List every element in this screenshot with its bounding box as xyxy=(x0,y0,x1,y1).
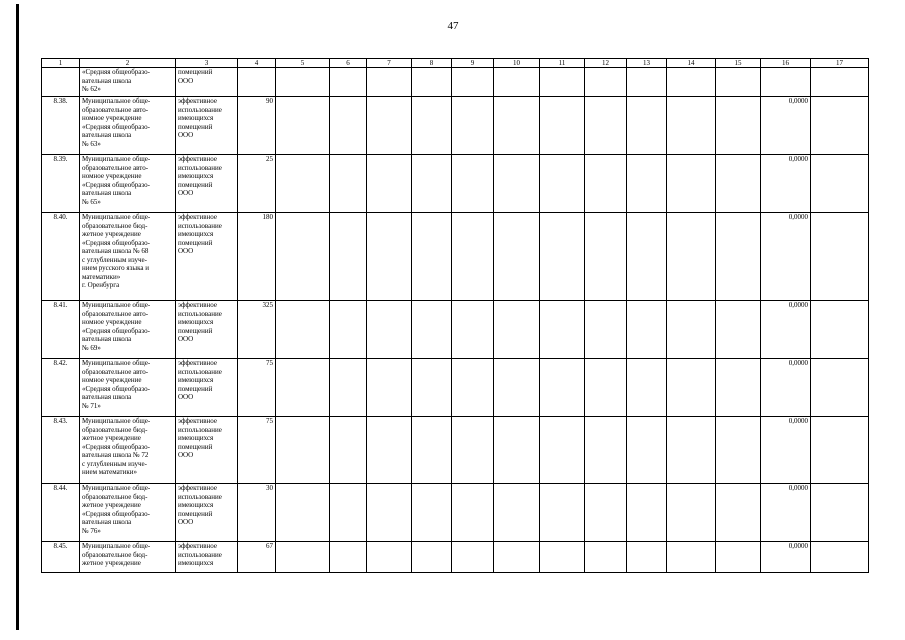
empty-cell xyxy=(494,301,540,359)
amount-cell: 67 xyxy=(238,542,276,573)
empty-cell xyxy=(667,417,716,484)
column-header: 5 xyxy=(276,59,330,68)
value-cell: 0,0000 xyxy=(761,359,811,417)
empty-cell xyxy=(811,417,869,484)
row-code-cell: 8.40. xyxy=(42,213,80,301)
column-header: 15 xyxy=(716,59,761,68)
column-header: 11 xyxy=(540,59,585,68)
empty-cell xyxy=(330,97,367,155)
empty-cell xyxy=(276,542,330,573)
empty-cell xyxy=(585,213,627,301)
row-code-cell: 8.39. xyxy=(42,155,80,213)
empty-cell xyxy=(276,97,330,155)
empty-cell xyxy=(367,155,412,213)
empty-cell xyxy=(452,97,494,155)
indicator-cell: эффективное использование имеющихся xyxy=(176,542,238,573)
indicator-cell: эффективное использование имеющихся помещений ООО xyxy=(176,155,238,213)
empty-cell xyxy=(811,68,869,97)
empty-cell xyxy=(540,484,585,542)
table-row xyxy=(42,359,869,417)
empty-cell xyxy=(627,68,667,97)
indicator-cell: эффективное использование имеющихся помещений ООО xyxy=(176,301,238,359)
column-header: 8 xyxy=(412,59,452,68)
empty-cell xyxy=(367,542,412,573)
empty-cell xyxy=(627,213,667,301)
empty-cell xyxy=(540,155,585,213)
empty-cell xyxy=(716,213,761,301)
empty-cell xyxy=(276,484,330,542)
data-table xyxy=(41,58,869,573)
empty-cell xyxy=(494,68,540,97)
value-cell xyxy=(761,68,811,97)
empty-cell xyxy=(494,155,540,213)
empty-cell xyxy=(367,484,412,542)
empty-cell xyxy=(627,97,667,155)
empty-cell xyxy=(276,301,330,359)
empty-cell xyxy=(452,213,494,301)
column-header: 12 xyxy=(585,59,627,68)
empty-cell xyxy=(716,97,761,155)
institution-name-cell: Муниципальное обще- образовательное авто- номное учреждение «Средняя общеобразо- вательная школа № 63» xyxy=(80,97,176,155)
empty-cell xyxy=(367,359,412,417)
amount-cell: 30 xyxy=(238,484,276,542)
column-header: 1 xyxy=(42,59,80,68)
empty-cell xyxy=(811,542,869,573)
empty-cell xyxy=(585,301,627,359)
empty-cell xyxy=(412,484,452,542)
empty-cell xyxy=(811,359,869,417)
empty-cell xyxy=(716,417,761,484)
column-header: 10 xyxy=(494,59,540,68)
empty-cell xyxy=(330,359,367,417)
column-header: 14 xyxy=(667,59,716,68)
empty-cell xyxy=(276,155,330,213)
empty-cell xyxy=(412,359,452,417)
empty-cell xyxy=(330,155,367,213)
empty-cell xyxy=(452,484,494,542)
empty-cell xyxy=(494,417,540,484)
empty-cell xyxy=(811,301,869,359)
empty-cell xyxy=(494,97,540,155)
row-code-cell: 8.44. xyxy=(42,484,80,542)
column-header: 6 xyxy=(330,59,367,68)
empty-cell xyxy=(585,417,627,484)
empty-cell xyxy=(667,213,716,301)
empty-cell xyxy=(330,301,367,359)
amount-cell: 75 xyxy=(238,417,276,484)
empty-cell xyxy=(367,301,412,359)
empty-cell xyxy=(540,68,585,97)
column-header: 4 xyxy=(238,59,276,68)
empty-cell xyxy=(716,542,761,573)
empty-cell xyxy=(412,213,452,301)
empty-cell xyxy=(585,97,627,155)
amount-cell xyxy=(238,68,276,97)
empty-cell xyxy=(667,542,716,573)
empty-cell xyxy=(330,213,367,301)
page-number: 47 xyxy=(447,20,459,32)
empty-cell xyxy=(540,542,585,573)
column-header: 3 xyxy=(176,59,238,68)
empty-cell xyxy=(667,484,716,542)
empty-cell xyxy=(667,301,716,359)
empty-cell xyxy=(367,213,412,301)
empty-cell xyxy=(585,68,627,97)
column-header: 9 xyxy=(452,59,494,68)
empty-cell xyxy=(330,484,367,542)
institution-name-cell: Муниципальное обще- образовательное бюд- жетное учреждение «Средняя общеобразо- вательная школа № 72 с углубленным изуче- нием математики» xyxy=(80,417,176,484)
empty-cell xyxy=(367,97,412,155)
value-cell: 0,0000 xyxy=(761,213,811,301)
binding-edge xyxy=(16,4,19,630)
empty-cell xyxy=(627,359,667,417)
empty-cell xyxy=(367,417,412,484)
empty-cell xyxy=(627,155,667,213)
column-header: 7 xyxy=(367,59,412,68)
empty-cell xyxy=(412,97,452,155)
institution-name-cell: Муниципальное обще- образовательное авто- номное учреждение «Средняя общеобразо- вательная школа № 71» xyxy=(80,359,176,417)
empty-cell xyxy=(716,301,761,359)
empty-cell xyxy=(667,68,716,97)
row-code-cell: 8.45. xyxy=(42,542,80,573)
empty-cell xyxy=(585,484,627,542)
empty-cell xyxy=(452,155,494,213)
empty-cell xyxy=(330,68,367,97)
empty-cell xyxy=(627,542,667,573)
empty-cell xyxy=(811,484,869,542)
empty-cell xyxy=(540,213,585,301)
empty-cell xyxy=(367,68,412,97)
column-header: 13 xyxy=(627,59,667,68)
empty-cell xyxy=(412,542,452,573)
empty-cell xyxy=(585,542,627,573)
empty-cell xyxy=(811,155,869,213)
empty-cell xyxy=(412,417,452,484)
table-row xyxy=(42,417,869,484)
empty-cell xyxy=(716,68,761,97)
value-cell: 0,0000 xyxy=(761,417,811,484)
institution-name-cell: Муниципальное обще- образовательное бюд- жетное учреждение «Средняя общеобразо- вательная школа № 76» xyxy=(80,484,176,542)
table-row xyxy=(42,97,869,155)
value-cell: 0,0000 xyxy=(761,301,811,359)
empty-cell xyxy=(494,213,540,301)
table-row xyxy=(42,542,869,573)
table-row xyxy=(42,301,869,359)
amount-cell: 75 xyxy=(238,359,276,417)
empty-cell xyxy=(585,155,627,213)
empty-cell xyxy=(585,359,627,417)
table-row xyxy=(42,484,869,542)
table-row xyxy=(42,68,869,97)
empty-cell xyxy=(412,68,452,97)
empty-cell xyxy=(452,301,494,359)
empty-cell xyxy=(330,417,367,484)
empty-cell xyxy=(276,359,330,417)
empty-cell xyxy=(276,213,330,301)
indicator-cell: эффективное использование имеющихся помещений ООО xyxy=(176,213,238,301)
amount-cell: 180 xyxy=(238,213,276,301)
column-header: 16 xyxy=(761,59,811,68)
empty-cell xyxy=(494,484,540,542)
indicator-cell: эффективное использование имеющихся помещений ООО xyxy=(176,359,238,417)
empty-cell xyxy=(330,542,367,573)
empty-cell xyxy=(540,359,585,417)
institution-name-cell: «Средняя общеобразо- вательная школа № 62» xyxy=(80,68,176,97)
header-row xyxy=(42,59,869,68)
row-code-cell: 8.41. xyxy=(42,301,80,359)
empty-cell xyxy=(276,417,330,484)
amount-cell: 325 xyxy=(238,301,276,359)
empty-cell xyxy=(276,68,330,97)
value-cell: 0,0000 xyxy=(761,484,811,542)
institution-name-cell: Муниципальное обще- образовательное авто- номное учреждение «Средняя общеобразо- вательная школа № 65» xyxy=(80,155,176,213)
empty-cell xyxy=(494,359,540,417)
empty-cell xyxy=(452,68,494,97)
indicator-cell: эффективное использование имеющихся помещений ООО xyxy=(176,97,238,155)
row-code-cell: 8.38. xyxy=(42,97,80,155)
value-cell: 0,0000 xyxy=(761,542,811,573)
empty-cell xyxy=(494,542,540,573)
empty-cell xyxy=(667,155,716,213)
empty-cell xyxy=(627,484,667,542)
empty-cell xyxy=(540,301,585,359)
amount-cell: 90 xyxy=(238,97,276,155)
value-cell: 0,0000 xyxy=(761,155,811,213)
indicator-cell: помещений ООО xyxy=(176,68,238,97)
column-header: 2 xyxy=(80,59,176,68)
indicator-cell: эффективное использование имеющихся помещений ООО xyxy=(176,417,238,484)
empty-cell xyxy=(716,155,761,213)
empty-cell xyxy=(627,417,667,484)
table-row xyxy=(42,155,869,213)
empty-cell xyxy=(540,97,585,155)
column-header: 17 xyxy=(811,59,869,68)
empty-cell xyxy=(667,359,716,417)
institution-name-cell: Муниципальное обще- образовательное бюд- жетное учреждение xyxy=(80,542,176,573)
empty-cell xyxy=(452,359,494,417)
row-code-cell xyxy=(42,68,80,97)
institution-name-cell: Муниципальное обще- образовательное бюд- жетное учреждение «Средняя общеобразо- вательная школа № 68 с углубленным изуче- нием русского языка и математики» г. Оренбурга xyxy=(80,213,176,301)
row-code-cell: 8.43. xyxy=(42,417,80,484)
empty-cell xyxy=(412,301,452,359)
empty-cell xyxy=(716,359,761,417)
empty-cell xyxy=(667,97,716,155)
empty-cell xyxy=(716,484,761,542)
empty-cell xyxy=(412,155,452,213)
value-cell: 0,0000 xyxy=(761,97,811,155)
empty-cell xyxy=(452,542,494,573)
empty-cell xyxy=(811,97,869,155)
indicator-cell: эффективное использование имеющихся помещений ООО xyxy=(176,484,238,542)
empty-cell xyxy=(627,301,667,359)
institution-name-cell: Муниципальное обще- образовательное авто- номное учреждение «Средняя общеобразо- вательная школа № 69» xyxy=(80,301,176,359)
amount-cell: 25 xyxy=(238,155,276,213)
row-code-cell: 8.42. xyxy=(42,359,80,417)
table-row xyxy=(42,213,869,301)
empty-cell xyxy=(811,213,869,301)
empty-cell xyxy=(452,417,494,484)
empty-cell xyxy=(540,417,585,484)
